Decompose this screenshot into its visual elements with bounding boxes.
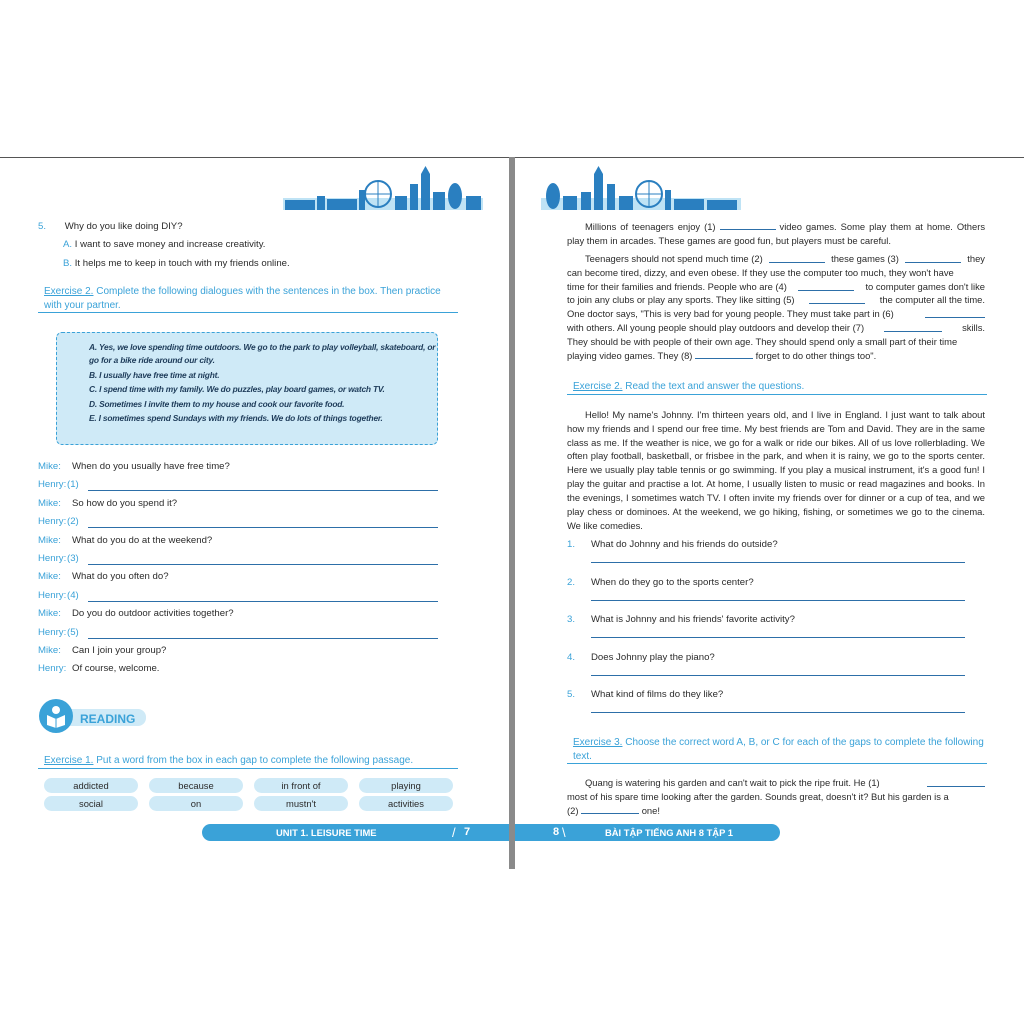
passage-line: can become tired, dizzy, and even obese. If they use the computer too much, they won't have (567, 266, 954, 278)
dialogue-line (38, 534, 438, 548)
answer-gap[interactable] (581, 813, 639, 814)
speaker-name: Mike: (38, 534, 61, 546)
answer-gap[interactable] (884, 331, 942, 332)
word-pill: in front of (254, 778, 348, 793)
answer-gap[interactable] (798, 290, 854, 291)
speaker-name: Henry: (38, 516, 67, 528)
question-text: What do Johnny and his friends do outside? (591, 539, 778, 550)
dialogue-line (38, 552, 438, 566)
speaker-name: Mike: (38, 461, 61, 472)
dialogue-text: Do you do outdoor activities together? (72, 608, 234, 620)
footer-book-title: BÀI TẬP TIẾNG ANH 8 TẬP 1 (605, 827, 733, 838)
question-number: 3. (567, 614, 576, 625)
question-number: 2. (567, 576, 576, 588)
passage-line: time for their families and friends. People who are (4) to computer games don't like (567, 280, 985, 292)
answer-gap[interactable] (720, 229, 776, 230)
question-text: Does Johnny play the piano? (591, 651, 715, 663)
exercise-2-title: Read the text and answer the questions. (625, 381, 805, 392)
dialogue-text: (1) (67, 479, 79, 491)
question-text: What is Johnny and his friends' favorite activity? (591, 614, 795, 625)
right-page (515, 158, 1024, 858)
question-text: When do they go to the sports center? (591, 576, 754, 588)
exercise-2-label: Exercise 2. (44, 286, 94, 297)
left-footer (202, 824, 509, 841)
box-sentence-e: E. I sometimes spend Sundays with my friends. We do lots of things together. (89, 413, 383, 424)
answer-line[interactable] (88, 527, 438, 528)
passage-line: to join any clubs or play any sports. They like sitting (5) the computer all the time. (567, 294, 985, 306)
question-5-number: 5. (38, 221, 47, 232)
passage-line: They should be with people of their own age. They should spend only a small part of their time (567, 335, 958, 347)
book-reader-icon (38, 698, 74, 734)
exercise-2-label: Exercise 2. (573, 381, 623, 392)
passage-paragraph-1 (567, 220, 985, 248)
exercise-3-label: Exercise 3. (573, 737, 623, 748)
speaker-name: Henry: (38, 589, 67, 601)
sentence-box (56, 332, 438, 445)
speaker-name: Henry: (38, 626, 67, 638)
passage-line: most of his spare time looking after the garden. Sounds great, doesn't it? But his garden is a (567, 790, 949, 802)
passage-text: Millions of teenagers enjoy (1) (585, 221, 716, 232)
exercise-3-heading (567, 736, 987, 764)
exercise-2-heading (567, 380, 987, 395)
answer-line[interactable] (88, 490, 438, 491)
exercise-1-label: Exercise 1. (44, 755, 94, 766)
exercise-3-title: Choose the correct word A, B, or C for each of the gaps to complete the following text. (573, 737, 984, 762)
dialogue-line (38, 460, 438, 474)
dialogue-line (38, 607, 438, 621)
answer-gap[interactable] (927, 786, 985, 787)
option-a-text: I want to save money and increase creativity. (74, 239, 266, 250)
question-number: 5. (567, 689, 576, 700)
dialogue-text: (2) (67, 516, 79, 528)
option-a-letter: A. (63, 239, 73, 250)
speaker-name: Mike: (38, 608, 61, 620)
answer-gap[interactable] (905, 262, 961, 263)
city-skyline-icon (541, 166, 741, 210)
footer-divider: \ (562, 825, 566, 840)
option-a (63, 238, 265, 252)
exercise-2-heading (38, 285, 458, 313)
reading-title (38, 698, 148, 734)
dialogue-text: When do you usually have free time? (72, 461, 230, 472)
speaker-name: Henry: (38, 663, 67, 675)
answer-line[interactable] (591, 600, 965, 601)
answer-gap[interactable] (809, 303, 865, 304)
question-number: 1. (567, 539, 576, 550)
option-b-text: It helps me to keep in touch with my friends online. (74, 258, 290, 269)
quang-passage (567, 776, 985, 817)
word-pill: activities (359, 796, 453, 811)
dialogue-line (38, 644, 438, 658)
reading-title-text: READING (80, 712, 136, 726)
dialogue-text: (4) (67, 589, 79, 601)
box-sentence-b: B. I usually have free time at night. (89, 369, 220, 380)
dialogue-text: (5) (67, 626, 79, 638)
passage-line: Quang is watering his garden and can't wait to pick the ripe fruit. He (1) (567, 776, 985, 790)
answer-line[interactable] (591, 712, 965, 713)
passage-text: play them in arcades. These games are good fun, but players must be careful. (567, 234, 891, 246)
passage-line: Teenagers should not spend much time (2) these games (3) they (585, 253, 985, 264)
dialogue-line (38, 589, 438, 603)
dialogue-text: So how do you spend it? (72, 497, 178, 509)
page-number-right: 8 (553, 826, 560, 838)
johnny-passage: Hello! My name's Johnny. I'm thirteen years old, and I live in England. I just want to talk about how my friends and I spend our free time. My best friends are Tom and David. They are in the same class as me. If the weather is nice, we go for a walk or ride our bikes. All of us love rollerblading. We often play football, basketball, or frisbee in the park, and when it is rainy, we go to the sports center. Here we usually play table tennis or go swimming. If you play a musical instrument, it's a good fun! I play the guitar and practise a lot. At home, I usually listen to music or read magazines and books. In the evenings, I sometimes watch TV. I often invite my friends over for dinner or a cup of tea, and we play chess or dominoes. At the weekend, we go hiking, fishing, or sometimes we go to the cinema. We like comedies. (567, 409, 985, 531)
dialogue-text: Can I join your group? (72, 645, 167, 656)
answer-line[interactable] (88, 638, 438, 639)
dialogue-text: (3) (67, 553, 79, 564)
question-number: 4. (567, 651, 576, 663)
answer-line[interactable] (591, 637, 965, 638)
word-pill: because (149, 778, 243, 793)
box-sentence-a: A. Yes, we love spending time outdoors. We go to the park to play volleyball, skateboard, or go for a bike ride around our city. (89, 342, 436, 366)
word-pill: mustn't (254, 796, 348, 811)
option-b-letter: B. (63, 258, 73, 269)
word-pill: social (44, 796, 138, 811)
word-pill: playing (359, 778, 453, 793)
footer-divider: / (452, 825, 456, 840)
dialogue-text: Of course, welcome. (72, 663, 160, 675)
option-b (63, 257, 290, 271)
box-sentence-c: C. I spend time with my family. We do puzzles, play board games, or watch TV. (89, 384, 385, 395)
answer-line[interactable] (88, 564, 438, 565)
answer-gap[interactable] (769, 262, 825, 263)
dialogue-line (38, 497, 438, 511)
answer-line[interactable] (88, 601, 438, 602)
answer-gap[interactable] (925, 317, 985, 318)
question-5-text: Why do you like doing DIY? (64, 221, 183, 232)
city-skyline-icon (283, 166, 483, 210)
answer-line[interactable] (591, 675, 965, 676)
dialogue-line (38, 662, 438, 676)
dialogue-line (38, 626, 438, 640)
answer-gap[interactable] (695, 358, 753, 359)
dialogue-text: What do you often do? (72, 571, 169, 583)
passage-line: One doctor says, "This is very bad for young people. They must take part in (6) (567, 307, 985, 321)
dialogue-line (38, 570, 438, 584)
answer-line[interactable] (591, 562, 965, 563)
word-pill: on (149, 796, 243, 811)
question-text: What kind of films do they like? (591, 689, 724, 700)
page-number-left: 7 (464, 826, 471, 838)
speaker-name: Henry: (38, 553, 67, 564)
exercise-1-title: Put a word from the box in each gap to complete the following passage. (96, 755, 414, 766)
dialogue-line (38, 515, 438, 529)
dialogue-line (38, 478, 438, 492)
speaker-name: Henry: (38, 479, 67, 491)
right-footer (515, 824, 780, 841)
word-pill: addicted (44, 778, 138, 793)
left-page (0, 158, 509, 858)
speaker-name: Mike: (38, 571, 61, 583)
passage-line: with others. All young people should play outdoors and develop their (7) skills. (567, 322, 985, 334)
passage-line: (2) one! (567, 804, 660, 816)
passage-text: video games. Some play them at home. Others (779, 221, 986, 232)
speaker-name: Mike: (38, 645, 61, 656)
passage-paragraph-2 (567, 252, 985, 363)
footer-unit-title: UNIT 1. LEISURE TIME (276, 827, 377, 838)
exercise-1-heading (38, 754, 458, 769)
exercise-2-title: Complete the following dialogues with the sentences in the box. Then practice with your partner. (44, 286, 441, 311)
passage-line: playing video games. They (8) forget to do other things too". (567, 349, 877, 361)
box-sentence-d: D. Sometimes I invite them to my house and cook our favorite food. (89, 398, 345, 409)
speaker-name: Mike: (38, 497, 61, 509)
dialogue-text: What do you do at the weekend? (72, 534, 213, 546)
question-5 (38, 220, 183, 234)
